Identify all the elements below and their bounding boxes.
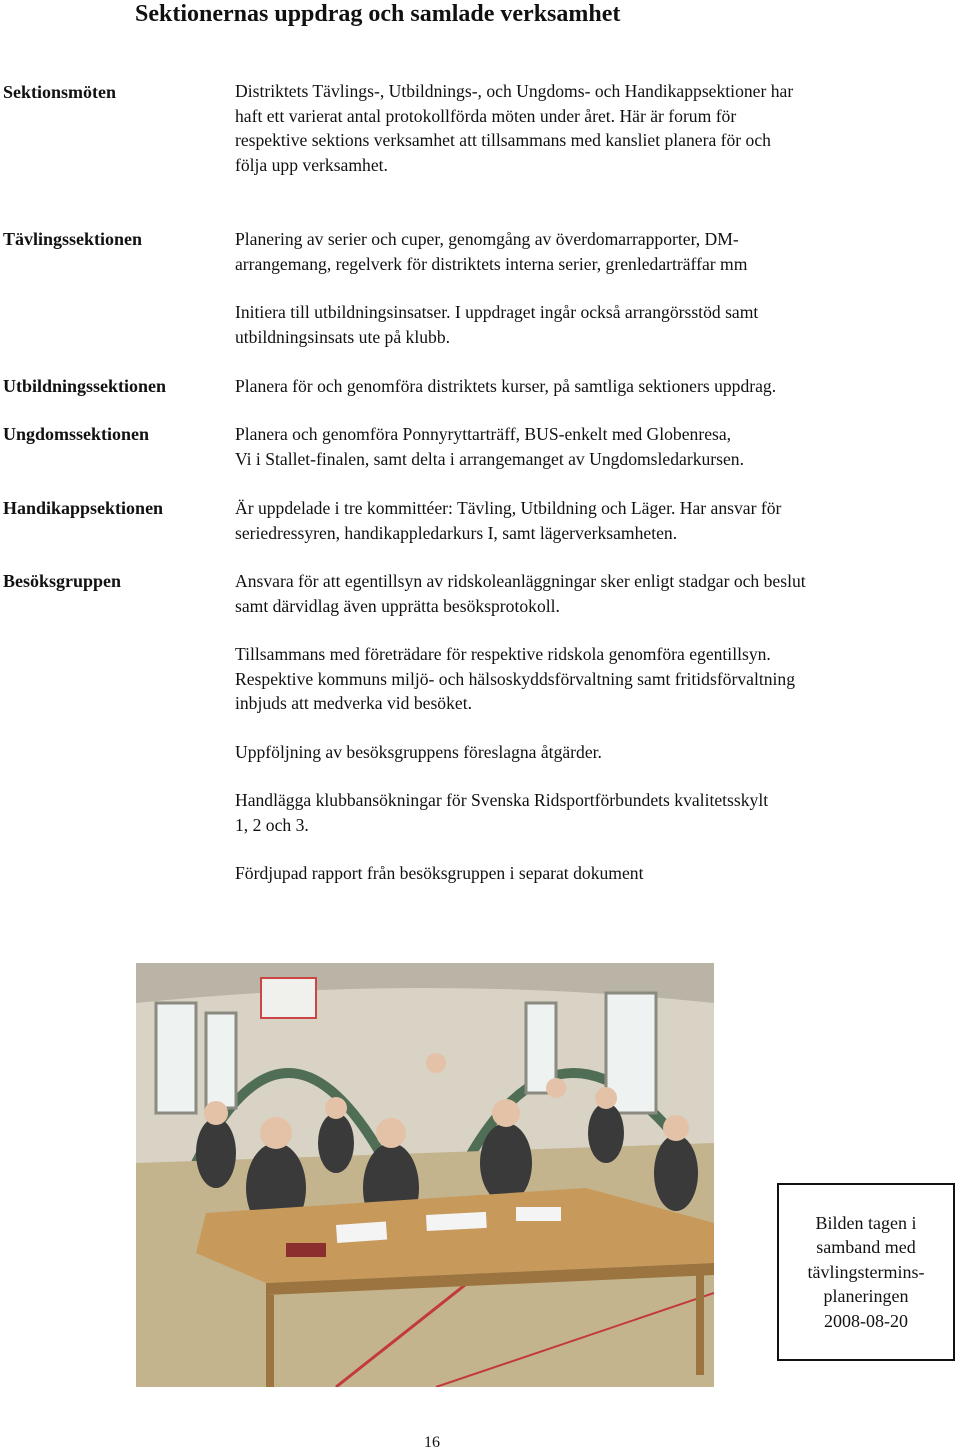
text-line: Ansvara för att egentillsyn av ridskoleanläggningar sker enligt stadgar och beslut	[235, 571, 806, 591]
caption-line: planeringen	[823, 1286, 909, 1307]
caption-line: 2008-08-20	[823, 1310, 908, 1331]
text-line: Respektive kommuns miljö- och hälsoskyddsförvaltning samt fritidsförvaltning	[235, 668, 796, 689]
para-besoksgruppen-1	[235, 569, 935, 618]
page-number: 16	[424, 1434, 440, 1451]
caption-line: tävlingstermins-	[807, 1261, 925, 1282]
label-utbildningssektionen: Utbildningssektionen	[3, 376, 167, 396]
para-handikappsektionen	[235, 496, 935, 545]
para-besoksgruppen-4	[235, 788, 935, 837]
text-line: samt därvidlag även upprätta besöksprotokoll.	[235, 595, 560, 616]
page-title: Sektionernas uppdrag och samlade verksamhet	[135, 1, 621, 27]
para-utbildning-intro	[235, 300, 935, 349]
label-ungdomssektionen: Ungdomssektionen	[3, 424, 150, 444]
para-utbildningssektionen	[235, 374, 935, 399]
caption-line: samband med	[816, 1237, 916, 1258]
text-line: haft ett varierat antal protokollförda möten under året. Här är forum för	[235, 105, 737, 126]
para-besoksgruppen-2	[235, 642, 935, 716]
text-line: Planera och genomföra Ponnyryttarträff, BUS-enkelt med Globenresa,	[235, 424, 732, 444]
text-line: följa upp verksamhet.	[235, 154, 388, 175]
text-line: Handlägga klubbansökningar för Svenska Ridsportförbundets kvalitetsskylt	[235, 790, 769, 810]
text-line: Är uppdelade i tre kommittéer: Tävling, Utbildning och Läger. Har ansvar för	[235, 498, 782, 518]
photo-caption	[777, 1183, 955, 1361]
text-line: 1, 2 och 3.	[235, 814, 309, 835]
meeting-photo-illustration	[136, 963, 714, 1387]
para-sektionsmoten	[235, 79, 935, 177]
text-line: Vi i Stallet-finalen, samt delta i arrangemanget av Ungdomsledarkursen.	[235, 448, 744, 469]
text-line: Initiera till utbildningsinsatser. I uppdraget ingår också arrangörsstöd samt	[235, 302, 759, 322]
meeting-photo	[136, 963, 714, 1387]
text-line: Planering av serier och cuper, genomgång av överdomarrapporter, DM-	[235, 229, 739, 249]
text-line: Tillsammans med företrädare för respektive ridskola genomföra egentillsyn.	[235, 644, 771, 664]
text-line: Fördjupad rapport från besöksgruppen i separat dokument	[235, 863, 644, 883]
para-besoksgruppen-5	[235, 861, 935, 886]
text-line: inbjuds att medverka vid besöket.	[235, 693, 472, 713]
text-line: seriedressyren, handikappledarkurs I, samt lägerverksamheten.	[235, 522, 678, 543]
label-sektionsmoten: Sektionsmöten	[3, 82, 117, 102]
label-tavlingssektionen: Tävlingssektionen	[3, 229, 143, 249]
label-handikappsektionen: Handikappsektionen	[3, 498, 164, 518]
para-tavlingssektionen	[235, 227, 935, 276]
text-line: respektive sektions verksamhet att tillsammans med kansliet planera för och	[235, 130, 771, 150]
text-line: Planera för och genomföra distriktets kurser, på samtliga sektioners uppdrag.	[235, 376, 777, 396]
text-line: Distriktets Tävlings-, Utbildnings-, och Ungdoms- och Handikappsektioner har	[235, 81, 794, 101]
para-besoksgruppen-3	[235, 740, 935, 765]
text-line: arrangemang, regelverk för distriktets interna serier, grenledarträffar mm	[235, 253, 748, 274]
text-line: Uppföljning av besöksgruppens föreslagna åtgärder.	[235, 742, 602, 762]
para-ungdomssektionen	[235, 422, 935, 471]
label-besoksgruppen: Besöksgruppen	[3, 571, 122, 591]
text-line: utbildningsinsats ute på klubb.	[235, 326, 451, 347]
caption-line: Bilden tagen i	[815, 1212, 917, 1233]
